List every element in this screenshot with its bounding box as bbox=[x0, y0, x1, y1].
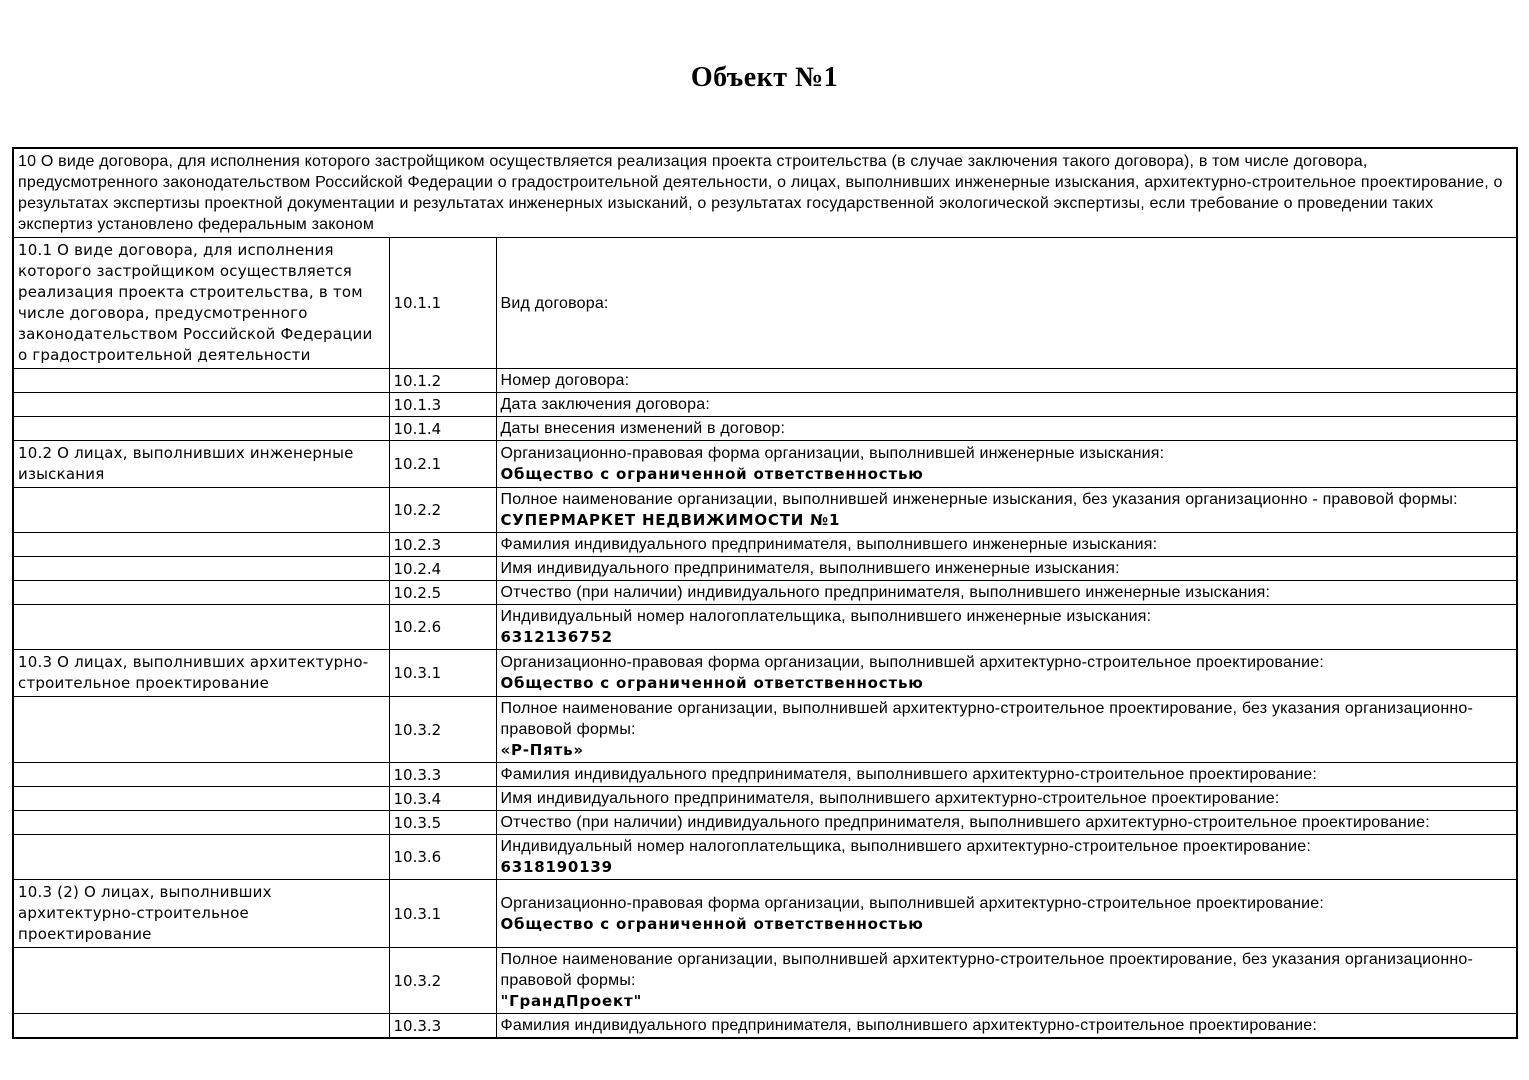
row-content bbox=[496, 880, 1517, 948]
row-code: 10.2.2 bbox=[389, 488, 496, 533]
section-label bbox=[13, 697, 389, 763]
section-label bbox=[13, 835, 389, 880]
row-content bbox=[496, 1014, 1517, 1039]
row-content bbox=[496, 811, 1517, 835]
field-label: Организационно-правовая форма организации, выполнившей инженерные изыскания: bbox=[500, 445, 1165, 462]
table-row bbox=[13, 650, 1517, 697]
table-row bbox=[13, 835, 1517, 880]
section-header-text: 10 О виде договора, для исполнения которого застройщиком осуществляется реализация проекта строительства (в случае заключения такого договора), в том числе договора, предусмотренного законодательством Российской Федерации о градостроительной деятельности, о лицах, выполнивших инженерные изыскания, архитектурно-строительное проектирование, о результатах экспертизы проектной документации и результатах инженерных изысканий, о результатах государственной экологической экспертизы, если требование о проведении таких экспертиз установлено федеральным законом bbox=[13, 148, 1517, 238]
row-code: 10.3.4 bbox=[389, 787, 496, 811]
section-label bbox=[13, 787, 389, 811]
row-code: 10.1.4 bbox=[389, 417, 496, 441]
row-content bbox=[496, 441, 1517, 488]
field-label: Даты внесения изменений в договор: bbox=[500, 420, 786, 437]
section-header-row bbox=[13, 148, 1517, 238]
field-label: Номер договора: bbox=[500, 372, 630, 389]
section-label bbox=[13, 369, 389, 393]
row-code: 10.3.6 bbox=[389, 835, 496, 880]
row-content bbox=[496, 417, 1517, 441]
field-label: Фамилия индивидуального предпринимателя, выполнившего инженерные изыскания: bbox=[500, 536, 1158, 553]
field-label: Индивидуальный номер налогоплательщика, выполнившего архитектурно-строительное проектирование: bbox=[500, 838, 1311, 855]
field-label: Организационно-правовая форма организации, выполнившей архитектурно-строительное проектирование: bbox=[500, 894, 1325, 912]
page-title: Объект №1 bbox=[690, 62, 839, 93]
table-row bbox=[13, 880, 1517, 948]
row-code: 10.1.3 bbox=[389, 393, 496, 417]
declaration-table bbox=[12, 147, 1518, 1039]
row-code: 10.3.5 bbox=[389, 811, 496, 835]
table-row bbox=[13, 1014, 1517, 1039]
field-value: 6318190139 bbox=[500, 858, 613, 876]
section-label: 10.1 О виде договора, для исполнения которого застройщиком осуществляется реализация проекта строительства, в том числе договора, предусмотренного законодательством Российской Федерации о градостроительной деятельности bbox=[13, 238, 389, 369]
table-row bbox=[13, 787, 1517, 811]
section-label bbox=[13, 581, 389, 605]
section-label: 10.3 (2) О лицах, выполнивших архитектурно-строительное проектирование bbox=[13, 880, 389, 948]
field-value: «Р-Пять» bbox=[500, 741, 584, 759]
field-label: Организационно-правовая форма организации, выполнившей архитектурно-строительное проектирование: bbox=[500, 654, 1325, 671]
field-value: СУПЕРМАРКЕТ НЕДВИЖИМОСТИ №1 bbox=[500, 511, 841, 529]
table-row bbox=[13, 557, 1517, 581]
row-content bbox=[496, 835, 1517, 880]
row-code: 10.1.2 bbox=[389, 369, 496, 393]
field-value: Общество с ограниченной ответственностью bbox=[500, 465, 924, 483]
row-content bbox=[496, 650, 1517, 697]
section-label bbox=[13, 393, 389, 417]
row-content bbox=[496, 557, 1517, 581]
section-label bbox=[13, 533, 389, 557]
row-code: 10.3.3 bbox=[389, 1014, 496, 1039]
table-row bbox=[13, 948, 1517, 1014]
row-code: 10.2.4 bbox=[389, 557, 496, 581]
field-value: "ГрандПроект" bbox=[500, 992, 643, 1010]
table-row bbox=[13, 441, 1517, 488]
row-code: 10.2.1 bbox=[389, 441, 496, 488]
row-content bbox=[496, 763, 1517, 787]
table-row bbox=[13, 417, 1517, 441]
table-row bbox=[13, 697, 1517, 763]
section-label bbox=[13, 417, 389, 441]
field-label: Индивидуальный номер налогоплательщика, выполнившего инженерные изыскания: bbox=[500, 608, 1152, 625]
row-content bbox=[496, 533, 1517, 557]
table-row bbox=[13, 605, 1517, 650]
row-content bbox=[496, 393, 1517, 417]
row-content bbox=[496, 697, 1517, 763]
field-label: Имя индивидуального предпринимателя, выполнившего инженерные изыскания: bbox=[500, 560, 1120, 577]
table-row bbox=[13, 533, 1517, 557]
row-code: 10.3.2 bbox=[389, 697, 496, 763]
row-content bbox=[496, 787, 1517, 811]
section-label: 10.2 О лицах, выполнивших инженерные изыскания bbox=[13, 441, 389, 488]
field-label: Фамилия индивидуального предпринимателя, выполнившего архитектурно-строительное проектирование: bbox=[500, 1017, 1318, 1034]
section-label bbox=[13, 1014, 389, 1039]
row-code: 10.1.1 bbox=[389, 238, 496, 369]
row-code: 10.2.5 bbox=[389, 581, 496, 605]
field-label: Вид договора: bbox=[500, 294, 609, 312]
table-row bbox=[13, 238, 1517, 369]
row-code: 10.3.3 bbox=[389, 763, 496, 787]
row-content bbox=[496, 605, 1517, 650]
field-label: Полное наименование организации, выполнившей инженерные изыскания, без указания организационно - правовой формы: bbox=[500, 491, 1458, 508]
field-value: 6312136752 bbox=[500, 628, 613, 646]
row-content bbox=[496, 948, 1517, 1014]
row-code: 10.2.3 bbox=[389, 533, 496, 557]
table-row bbox=[13, 488, 1517, 533]
field-value: Общество с ограниченной ответственностью bbox=[500, 674, 924, 692]
field-value: Общество с ограниченной ответственностью bbox=[500, 914, 924, 933]
row-content bbox=[496, 369, 1517, 393]
section-label bbox=[13, 811, 389, 835]
section-label bbox=[13, 948, 389, 1014]
section-label bbox=[13, 557, 389, 581]
field-label: Имя индивидуального предпринимателя, выполнившего архитектурно-строительное проектирование: bbox=[500, 790, 1280, 807]
row-code: 10.3.1 bbox=[389, 880, 496, 948]
field-label: Дата заключения договора: bbox=[500, 396, 710, 413]
section-label bbox=[13, 605, 389, 650]
section-label bbox=[13, 488, 389, 533]
field-label: Фамилия индивидуального предпринимателя, выполнившего архитектурно-строительное проектирование: bbox=[500, 766, 1318, 783]
table-row bbox=[13, 581, 1517, 605]
row-code: 10.3.1 bbox=[389, 650, 496, 697]
row-code: 10.2.6 bbox=[389, 605, 496, 650]
row-content bbox=[496, 488, 1517, 533]
field-label: Отчество (при наличии) индивидуального предпринимателя, выполнившего инженерные изыскания: bbox=[500, 584, 1271, 601]
field-label: Отчество (при наличии) индивидуального предпринимателя, выполнившего архитектурно-строительное проектирование: bbox=[500, 814, 1430, 831]
table-row bbox=[13, 811, 1517, 835]
row-code: 10.3.2 bbox=[389, 948, 496, 1014]
field-label: Полное наименование организации, выполнившей архитектурно-строительное проектирование, без указания организационно-правовой формы: bbox=[500, 700, 1474, 738]
row-content bbox=[496, 238, 1517, 369]
table-row bbox=[13, 369, 1517, 393]
row-content bbox=[496, 581, 1517, 605]
section-label bbox=[13, 763, 389, 787]
table-row bbox=[13, 763, 1517, 787]
field-label: Полное наименование организации, выполнившей архитектурно-строительное проектирование, без указания организационно-правовой формы: bbox=[500, 951, 1474, 989]
section-label: 10.3 О лицах, выполнивших архитектурно-строительное проектирование bbox=[13, 650, 389, 697]
table-row bbox=[13, 393, 1517, 417]
